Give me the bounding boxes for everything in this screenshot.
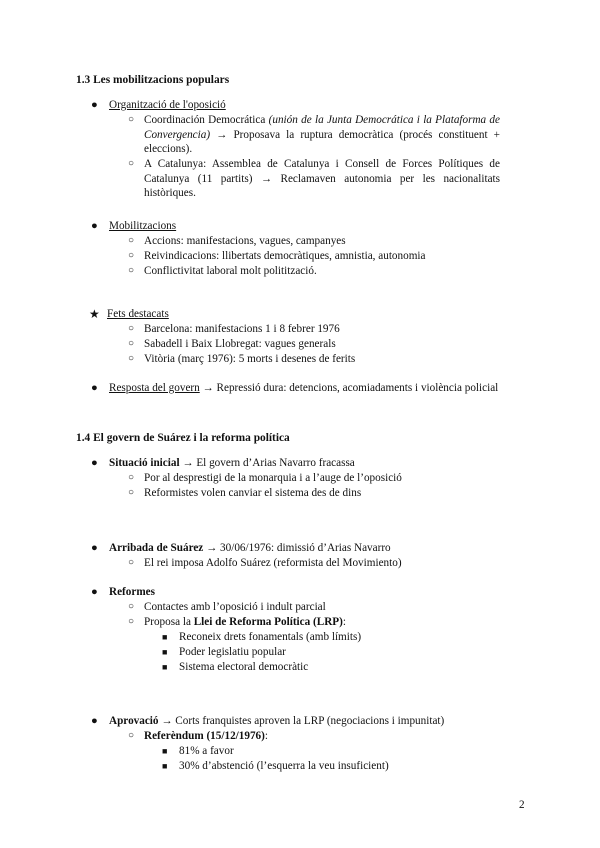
list-item: ○ Barcelona: manifestacions 1 i 8 febrer 1976: [128, 323, 340, 335]
square-bullet-icon: ■: [162, 761, 168, 771]
subitem-proposa-lrp: ○ Proposa la Llei de Reforma Política (LRP):: [128, 616, 346, 628]
section-heading-1-3: 1.3 Les mobilitzacions populars: [76, 74, 230, 86]
section-heading-1-4: 1.4 El govern de Suárez i la reforma política: [76, 432, 290, 444]
circle-bullet-icon: ○: [128, 265, 135, 276]
bullet-arribada-suarez: ● Arribada de Suárez → 30/06/1976: dimissió d’Arias Navarro: [91, 542, 391, 554]
square-bullet-icon: ■: [162, 746, 168, 756]
subitem-coordinacion: ○ Coordinación Democrática (unión de la Junta Democrática i la Plataforma de Convergencia) → Proposava la ruptura democràtica (procés constituent + eleccions).: [128, 114, 500, 156]
circle-bullet-icon: ○: [128, 353, 135, 364]
bullet-resposta-govern: ● Resposta del govern → Repressió dura: detencions, acomiadaments i violència policial: [91, 382, 499, 394]
bullet-mobilitzacions: ● Mobilitzacions: [91, 220, 177, 232]
circle-bullet-icon: ○: [128, 487, 135, 498]
list-item: ○ Reivindicacions: llibertats democràtiques, amnistia, autonomia: [128, 250, 426, 262]
bullet-situacio-inicial: ● Situació inicial → El govern d’Arias Navarro fracassa: [91, 457, 355, 469]
list-item: ○ Sabadell i Baix Llobregat: vagues generals: [128, 338, 336, 350]
circle-bullet-icon: ○: [128, 323, 135, 334]
circle-bullet-icon: ○: [128, 472, 135, 483]
bullet-icon: ●: [91, 542, 98, 554]
list-item: ○ Por al desprestigi de la monarquia i a l’auge de l’oposició: [128, 472, 402, 484]
square-bullet-icon: ■: [162, 647, 168, 657]
list-item: ○ Reformistes volen canviar el sistema des de dins: [128, 487, 362, 499]
bullet-icon: ●: [91, 586, 98, 598]
circle-bullet-icon: ○: [128, 114, 135, 125]
list-item: ○ Accions: manifestacions, vagues, campanyes: [128, 235, 346, 247]
list-item: ■ Reconeix drets fonamentals (amb límits): [162, 631, 362, 643]
list-item: ○ Conflictivitat laboral molt politització.: [128, 265, 317, 277]
subitem-catalunya: ○ A Catalunya: Assemblea de Catalunya i Consell de Forces Polítiques de Catalunya (11 partits) → Reclamaven autonomia per les nacionalitats històriques.: [128, 158, 500, 200]
square-bullet-icon: ■: [162, 662, 168, 672]
bullet-organitzacio: ● Organització de l'oposició: [91, 99, 226, 111]
circle-bullet-icon: ○: [128, 616, 135, 627]
circle-bullet-icon: ○: [128, 601, 135, 612]
circle-bullet-icon: ○: [128, 250, 135, 261]
circle-bullet-icon: ○: [128, 557, 135, 568]
bullet-icon: ●: [91, 715, 98, 727]
list-item: ○ El rei imposa Adolfo Suárez (reformista del Movimiento): [128, 557, 402, 569]
circle-bullet-icon: ○: [128, 158, 135, 169]
list-item: ■ Sistema electoral democràtic: [162, 661, 309, 673]
star-icon: ★: [89, 307, 100, 321]
circle-bullet-icon: ○: [128, 338, 135, 349]
bullet-fets-destacats: ★ Fets destacats: [89, 307, 169, 321]
list-item: ○ Contactes amb l’oposició i indult parcial: [128, 601, 326, 613]
bullet-icon: ●: [91, 220, 98, 232]
page-number: 2: [519, 799, 525, 811]
bullet-icon: ●: [91, 382, 98, 394]
bullet-aprovacio: ● Aprovació → Corts franquistes aproven la LRP (negociacions i impunitat): [91, 715, 445, 727]
subitem-referendum: ○ Referèndum (15/12/1976):: [128, 730, 268, 742]
bullet-icon: ●: [91, 99, 98, 111]
square-bullet-icon: ■: [162, 632, 168, 642]
list-item: ○ Vitòria (març 1976): 5 morts i desenes de ferits: [128, 353, 356, 365]
bullet-reformes: ● Reformes: [91, 586, 155, 598]
list-item: ■ 81% a favor: [162, 745, 234, 757]
list-item: ■ Poder legislatiu popular: [162, 646, 286, 658]
circle-bullet-icon: ○: [128, 730, 135, 741]
list-item: ■ 30% d’abstenció (l’esquerra la veu insuficient): [162, 760, 389, 772]
circle-bullet-icon: ○: [128, 235, 135, 246]
bullet-icon: ●: [91, 457, 98, 469]
